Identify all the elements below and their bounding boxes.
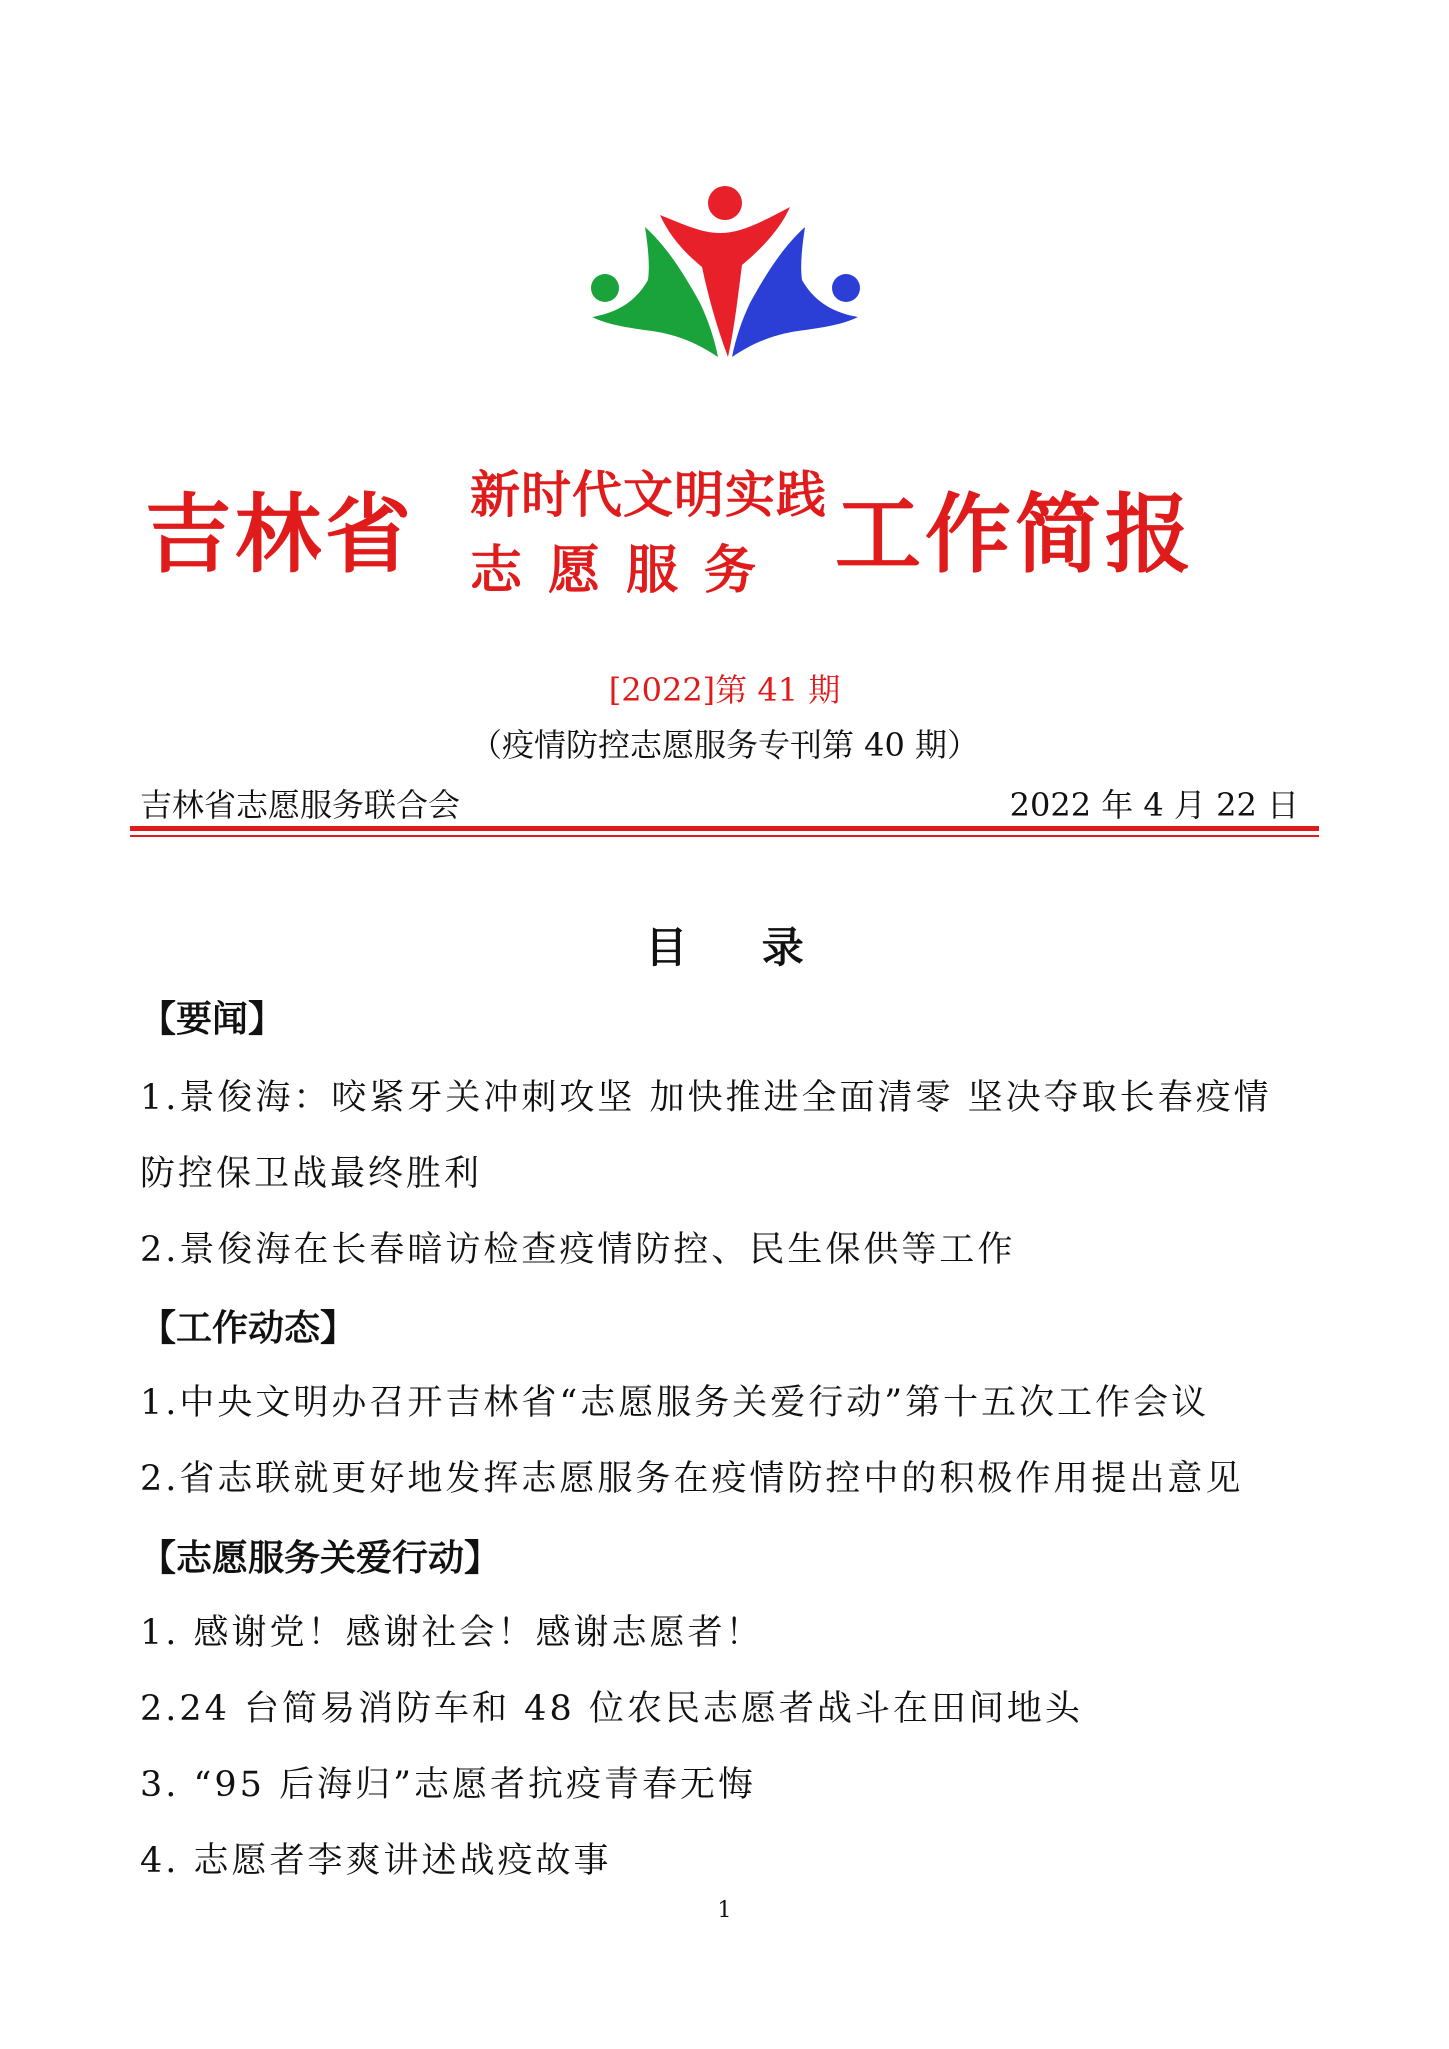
toc-item: 4. 志愿者李爽讲述战疫故事 (140, 1841, 612, 1881)
header-divider-thick (130, 826, 1319, 831)
toc-item: 1.景俊海：咬紧牙关冲刺攻坚 加快推进全面清零 坚决夺取长春疫情 (140, 1078, 1272, 1118)
header-divider-thin (130, 835, 1319, 837)
toc-item: 1.中央文明办召开吉林省“志愿服务关爱行动”第十五次工作会议 (140, 1383, 1210, 1423)
logo-red-head (708, 186, 742, 220)
toc-item: 2.24 台简易消防车和 48 位农民志愿者战斗在田间地头 (140, 1689, 1083, 1729)
toc-item: 防控保卫战最终胜利 (140, 1154, 483, 1194)
page-number: 1 (717, 1898, 732, 1923)
toc-section-heading: 【要闻】 (140, 999, 285, 1040)
masthead-province: 吉林省 (145, 485, 415, 585)
toc-title: 目 录 (645, 923, 804, 972)
masthead-title: 工作简报 (835, 485, 1195, 585)
logo-green-head (591, 274, 619, 302)
masthead (0, 466, 1449, 620)
issue-number: [2022]第 41 期 (608, 671, 841, 709)
publisher-organization: 吉林省志愿服务联合会 (140, 786, 461, 824)
toc-item: 3. “95 后海归”志愿者抗疫青春无悔 (140, 1765, 756, 1805)
toc-section-heading: 【工作动态】 (140, 1308, 357, 1349)
logo-blue-head (832, 274, 860, 302)
toc-item: 2.景俊海在长春暗访检查疫情防控、民生保供等工作 (140, 1230, 1016, 1270)
special-issue-number: （疫情防控志愿服务专刊第 40 期） (469, 726, 980, 764)
toc-section-heading: 【志愿服务关爱行动】 (140, 1538, 501, 1579)
masthead-subtitle-line2: 志愿服务 (470, 541, 783, 601)
masthead-subtitle-line1: 新时代文明实践 (470, 466, 827, 524)
toc-item: 2.省志联就更好地发挥志愿服务在疫情防控中的积极作用提出意见 (140, 1459, 1244, 1499)
volunteer-figures-logo (590, 185, 860, 360)
publish-date: 2022 年 4 月 22 日 (1009, 786, 1299, 824)
toc-item: 1. 感谢党！感谢社会！感谢志愿者！ (140, 1613, 764, 1653)
